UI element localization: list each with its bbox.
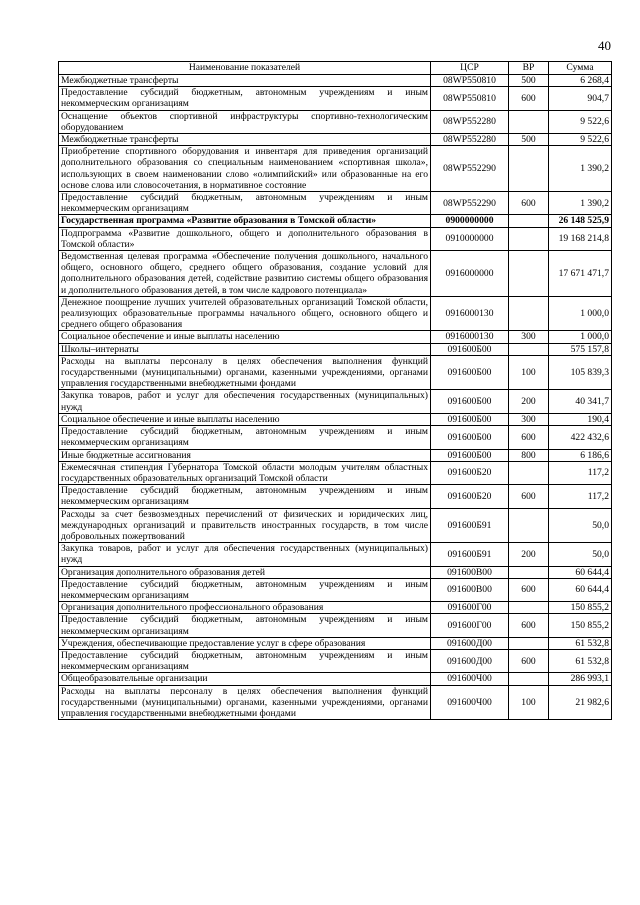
row-csr: 091600Б91 xyxy=(431,543,509,566)
row-csr: 091600Б20 xyxy=(431,461,509,484)
row-csr: 091600Б00 xyxy=(431,355,509,390)
row-csr: 0916000130 xyxy=(431,331,509,343)
row-name: Расходы на выплаты персоналу в целях обеспечения выполнения функций государственными (муниципальными) органами, казенными учреждениями, органами управления государственными внебюджетными фондами xyxy=(59,685,431,720)
row-vr: 600 xyxy=(509,578,549,601)
row-csr: 08WP552290 xyxy=(431,146,509,192)
row-sum: 40 341,7 xyxy=(549,390,612,413)
row-sum: 117,2 xyxy=(549,461,612,484)
row-sum: 286 993,1 xyxy=(549,673,612,685)
table-row xyxy=(59,343,612,355)
header-name: Наименование показателей xyxy=(59,62,431,75)
row-sum: 17 671 471,7 xyxy=(549,251,612,297)
row-vr xyxy=(509,215,549,227)
row-csr: 091600Г00 xyxy=(431,614,509,637)
row-sum: 21 982,6 xyxy=(549,685,612,720)
row-sum: 1 390,2 xyxy=(549,146,612,192)
row-sum: 9 522,6 xyxy=(549,134,612,146)
row-name: Школы–интернаты xyxy=(59,343,431,355)
row-sum: 1 000,0 xyxy=(549,296,612,331)
row-sum: 1 000,0 xyxy=(549,331,612,343)
row-csr: 08WP550810 xyxy=(431,75,509,87)
row-vr xyxy=(509,508,549,543)
row-vr xyxy=(509,146,549,192)
row-name: Государственная программа «Развитие образования в Томской области» xyxy=(59,215,431,227)
table-row xyxy=(59,192,612,215)
row-sum: 6 268,4 xyxy=(549,75,612,87)
row-sum: 150 855,2 xyxy=(549,614,612,637)
row-vr: 800 xyxy=(509,449,549,461)
row-name: Предоставление субсидий бюджетным, автономным учреждениям и иным некоммерческим организациям xyxy=(59,578,431,601)
row-sum: 50,0 xyxy=(549,508,612,543)
row-sum: 61 532,8 xyxy=(549,637,612,649)
table-row xyxy=(59,296,612,331)
row-vr xyxy=(509,296,549,331)
row-name: Подпрограмма «Развитие дошкольного, общего и дополнительного образования в Томской области» xyxy=(59,227,431,250)
row-sum: 19 168 214,8 xyxy=(549,227,612,250)
row-vr xyxy=(509,566,549,578)
row-sum: 6 186,6 xyxy=(549,449,612,461)
table-row xyxy=(59,251,612,297)
table-row xyxy=(59,426,612,449)
row-sum: 61 532,8 xyxy=(549,649,612,672)
row-csr: 08WP552280 xyxy=(431,110,509,133)
row-name: Учреждения, обеспечивающие предоставление услуг в сфере образования xyxy=(59,637,431,649)
row-vr xyxy=(509,110,549,133)
row-sum: 9 522,6 xyxy=(549,110,612,133)
row-name: Закупка товаров, работ и услуг для обеспечения государственных (муниципальных) нужд xyxy=(59,543,431,566)
table-body xyxy=(59,75,612,720)
row-csr: 0900000000 xyxy=(431,215,509,227)
row-vr xyxy=(509,251,549,297)
row-csr: 091600Г00 xyxy=(431,602,509,614)
row-vr: 500 xyxy=(509,75,549,87)
row-sum: 575 157,8 xyxy=(549,343,612,355)
table-row xyxy=(59,146,612,192)
row-csr: 0916000000 xyxy=(431,251,509,297)
row-vr xyxy=(509,343,549,355)
row-sum: 1 390,2 xyxy=(549,192,612,215)
row-vr: 100 xyxy=(509,685,549,720)
row-vr xyxy=(509,227,549,250)
row-name: Предоставление субсидий бюджетным, автономным учреждениям и иным некоммерческим организациям xyxy=(59,485,431,508)
row-vr: 500 xyxy=(509,134,549,146)
table-row xyxy=(59,390,612,413)
row-name: Иные бюджетные ассигнования xyxy=(59,449,431,461)
row-name: Социальное обеспечение и иные выплаты населению xyxy=(59,331,431,343)
row-name: Межбюджетные трансферты xyxy=(59,134,431,146)
row-csr: 08WP552290 xyxy=(431,192,509,215)
table-row xyxy=(59,543,612,566)
header-sum: Сумма xyxy=(549,62,612,75)
row-name: Предоставление субсидий бюджетным, автономным учреждениям и иным некоммерческим организациям xyxy=(59,192,431,215)
row-sum: 117,2 xyxy=(549,485,612,508)
table-row xyxy=(59,87,612,110)
row-sum: 904,7 xyxy=(549,87,612,110)
row-csr: 091600Б20 xyxy=(431,485,509,508)
row-vr: 200 xyxy=(509,543,549,566)
row-name: Расходы на выплаты персоналу в целях обеспечения выполнения функций государственными (муниципальными) органами, казенными учреждениями, органами управления государственными внебюджетными фондами xyxy=(59,355,431,390)
row-name: Межбюджетные трансферты xyxy=(59,75,431,87)
row-vr: 600 xyxy=(509,426,549,449)
row-sum: 150 855,2 xyxy=(549,602,612,614)
table-header-row xyxy=(59,62,612,75)
row-name: Предоставление субсидий бюджетным, автономным учреждениям и иным некоммерческим организациям xyxy=(59,87,431,110)
row-name: Общеобразовательные организации xyxy=(59,673,431,685)
table-row xyxy=(59,413,612,425)
table-row xyxy=(59,578,612,601)
row-vr: 600 xyxy=(509,192,549,215)
header-csr: ЦСР xyxy=(431,62,509,75)
table-row xyxy=(59,331,612,343)
row-name: Предоставление субсидий бюджетным, автономным учреждениям и иным некоммерческим организациям xyxy=(59,614,431,637)
table-row xyxy=(59,215,612,227)
row-csr: 091600В00 xyxy=(431,578,509,601)
budget-table xyxy=(58,61,612,720)
row-vr: 200 xyxy=(509,390,549,413)
row-vr: 600 xyxy=(509,485,549,508)
row-name: Ежемесячная стипендия Губернатора Томской области молодым учителям областных государственных образовательных организаций Томской области xyxy=(59,461,431,484)
row-name: Приобретение спортивного оборудования и инвентаря для приведения организаций дополнительного образования со специальным наименованием «спортивная школа», использующих в своем наименовании слово «олимпийский» или образованные на его основе слова или словосочетания, в нормативное состояние xyxy=(59,146,431,192)
table-row xyxy=(59,461,612,484)
row-sum: 50,0 xyxy=(549,543,612,566)
row-name: Денежное поощрение лучших учителей образовательных организаций Томской области, реализующих образовательные программы начального общего, основного общего и среднего общего образования xyxy=(59,296,431,331)
row-name: Предоставление субсидий бюджетным, автономным учреждениям и иным некоммерческим организациям xyxy=(59,649,431,672)
row-name: Расходы за счет безвозмездных перечислений от физических и юридических лиц, международных организаций и правительств иностранных государств, в том числе добровольных пожертвований xyxy=(59,508,431,543)
row-vr: 600 xyxy=(509,649,549,672)
row-name: Предоставление субсидий бюджетным, автономным учреждениям и иным некоммерческим организациям xyxy=(59,426,431,449)
row-vr xyxy=(509,637,549,649)
row-vr xyxy=(509,673,549,685)
row-vr: 600 xyxy=(509,87,549,110)
table-row xyxy=(59,637,612,649)
row-sum: 60 644,4 xyxy=(549,566,612,578)
table-row xyxy=(59,673,612,685)
row-name: Оснащение объектов спортивной инфраструктуры спортивно-технологическим оборудованием xyxy=(59,110,431,133)
table-row xyxy=(59,75,612,87)
row-vr: 100 xyxy=(509,355,549,390)
row-csr: 091600Д00 xyxy=(431,637,509,649)
row-csr: 091600Б00 xyxy=(431,449,509,461)
row-csr: 091600Ч00 xyxy=(431,685,509,720)
row-csr: 091600Б91 xyxy=(431,508,509,543)
table-row xyxy=(59,566,612,578)
header-vr: ВР xyxy=(509,62,549,75)
row-name: Организация дополнительного профессионального образования xyxy=(59,602,431,614)
row-csr: 0910000000 xyxy=(431,227,509,250)
row-csr: 091600Б00 xyxy=(431,343,509,355)
row-vr xyxy=(509,461,549,484)
row-sum: 105 839,3 xyxy=(549,355,612,390)
table-row xyxy=(59,508,612,543)
table-row xyxy=(59,649,612,672)
table-row xyxy=(59,134,612,146)
table-row xyxy=(59,685,612,720)
row-csr: 091600Б00 xyxy=(431,426,509,449)
row-vr xyxy=(509,602,549,614)
row-csr: 091600В00 xyxy=(431,566,509,578)
row-csr: 08WP552280 xyxy=(431,134,509,146)
page-number: 40 xyxy=(598,38,611,53)
table-row xyxy=(59,602,612,614)
table-row xyxy=(59,227,612,250)
table-row xyxy=(59,110,612,133)
row-name: Организация дополнительного образования детей xyxy=(59,566,431,578)
row-csr: 091600Ч00 xyxy=(431,673,509,685)
row-name: Ведомственная целевая программа «Обеспечение получения дошкольного, начального общего, основного общего, среднего общего образования, создание условий для дополнительного образования детей, содействие развитию системы общего образования и дополнительного образования детей, в том числе кадрового потенциала» xyxy=(59,251,431,297)
row-vr: 300 xyxy=(509,413,549,425)
row-vr: 600 xyxy=(509,614,549,637)
table-row xyxy=(59,449,612,461)
row-csr: 091600Д00 xyxy=(431,649,509,672)
row-csr: 08WP550810 xyxy=(431,87,509,110)
row-sum: 60 644,4 xyxy=(549,578,612,601)
table-row xyxy=(59,355,612,390)
row-csr: 091600Б00 xyxy=(431,390,509,413)
row-name: Социальное обеспечение и иные выплаты населению xyxy=(59,413,431,425)
table-row xyxy=(59,485,612,508)
row-csr: 0916000130 xyxy=(431,296,509,331)
row-csr: 091600Б00 xyxy=(431,413,509,425)
row-sum: 422 432,6 xyxy=(549,426,612,449)
row-sum: 190,4 xyxy=(549,413,612,425)
row-name: Закупка товаров, работ и услуг для обеспечения государственных (муниципальных) нужд xyxy=(59,390,431,413)
row-vr: 300 xyxy=(509,331,549,343)
table-row xyxy=(59,614,612,637)
row-sum: 26 148 525,9 xyxy=(549,215,612,227)
